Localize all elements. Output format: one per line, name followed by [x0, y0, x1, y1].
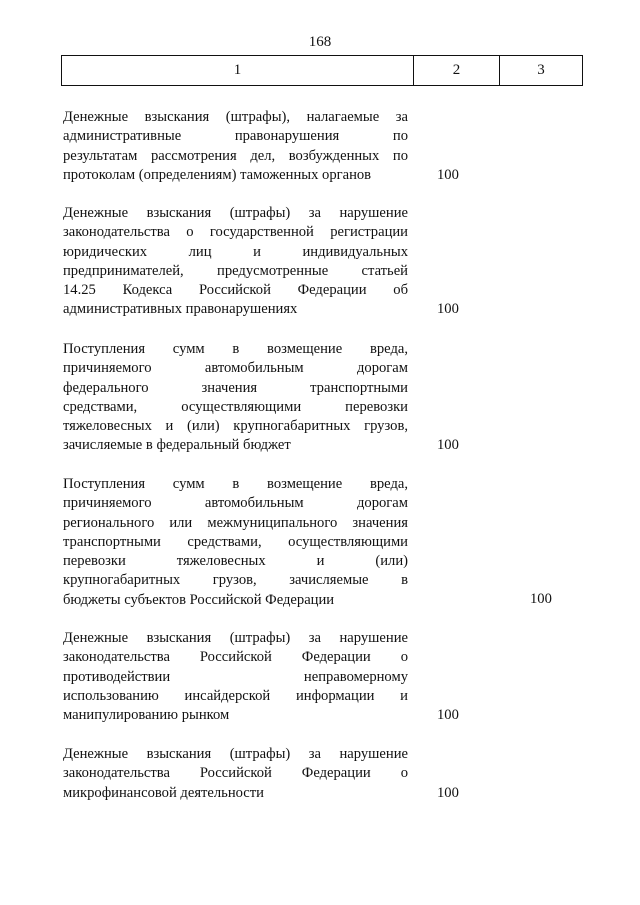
entry-text-line: результатам рассмотрения дел, возбужденных по — [63, 147, 408, 164]
entry-text-line: крупногабаритных грузов, зачисляемые в — [63, 572, 408, 589]
revenue-entry-customs-fines — [63, 108, 408, 185]
entry-text-line: микрофинансовой деятельности — [63, 784, 264, 801]
entry-text-line: использованию инсайдерской информации и — [63, 687, 408, 704]
entry-value-col2: 100 — [437, 785, 459, 801]
revenue-entry-regional-road-damage — [63, 475, 408, 610]
entry-text-line: причиняемого автомобильным дорогам — [63, 360, 408, 377]
entry-value-col2: 100 — [437, 707, 459, 723]
entry-text-line: Поступления сумм в возмещение вреда, — [63, 341, 408, 357]
entry-text-line: противодействии неправомерному — [63, 668, 408, 685]
entry-text-line: Денежные взыскания (штрафы) за нарушение — [63, 205, 408, 221]
revenue-entry-federal-road-damage — [63, 340, 408, 456]
entry-text-line: федерального значения транспортными — [63, 379, 408, 396]
revenue-entry-insider-info-fines — [63, 629, 408, 725]
entry-text-line: протоколам (определениям) таможенных органов — [63, 166, 372, 183]
entry-text-line: законодательства о государственной регистрации — [63, 224, 408, 241]
entry-value-col2: 100 — [437, 167, 459, 183]
entry-text-line: Денежные взыскания (штрафы) за нарушение — [63, 630, 408, 646]
page-number: 168 — [308, 34, 332, 50]
entry-value-col3: 100 — [530, 591, 552, 607]
header-column-2: 2 — [414, 56, 500, 85]
entry-text-line: транспортными средствами, осуществляющими — [63, 533, 408, 550]
entry-text-line: административных правонарушениях — [63, 301, 298, 318]
entry-text-line: причиняемого автомобильным дорогам — [63, 495, 408, 512]
entry-text-line: Поступления сумм в возмещение вреда, — [63, 476, 408, 492]
entry-text-line: средствами, осуществляющими перевозки — [63, 398, 408, 415]
entry-text-line: юридических лиц и индивидуальных — [63, 243, 408, 260]
entry-text-line: законодательства Российской Федерации о — [63, 765, 408, 782]
entry-text-line: административные правонарушения по — [63, 128, 408, 145]
entry-text-line: законодательства Российской Федерации о — [63, 649, 408, 666]
header-column-3: 3 — [537, 62, 545, 78]
entry-text-line: бюджеты субъектов Российской Федерации — [63, 591, 335, 608]
entry-text-line: регионального или межмуниципального значения — [63, 514, 408, 531]
entry-value-col2: 100 — [437, 437, 459, 453]
entry-text-line: зачисляемые в федеральный бюджет — [63, 437, 291, 454]
revenue-entry-registration-fines — [63, 204, 408, 320]
entry-text-line: предпринимателей, предусмотренные статьей — [63, 262, 408, 279]
entry-text-line: перевозки тяжеловесных и (или) — [63, 553, 408, 570]
revenue-entry-microfinance-fines — [63, 745, 408, 803]
entry-text-line: Денежные взыскания (штрафы) за нарушение — [63, 746, 408, 762]
entry-value-col2: 100 — [437, 301, 459, 317]
entry-text-line: тяжеловесных и (или) крупногабаритных грузов, — [63, 418, 408, 435]
header-column-1: 1 — [62, 56, 414, 85]
table-header — [61, 55, 583, 86]
entry-text-line: 14.25 Кодекса Российской Федерации об — [63, 282, 408, 299]
entry-text-line: Денежные взыскания (штрафы), налагаемые за — [63, 109, 408, 125]
entry-text-line: манипулированию рынком — [63, 707, 230, 724]
